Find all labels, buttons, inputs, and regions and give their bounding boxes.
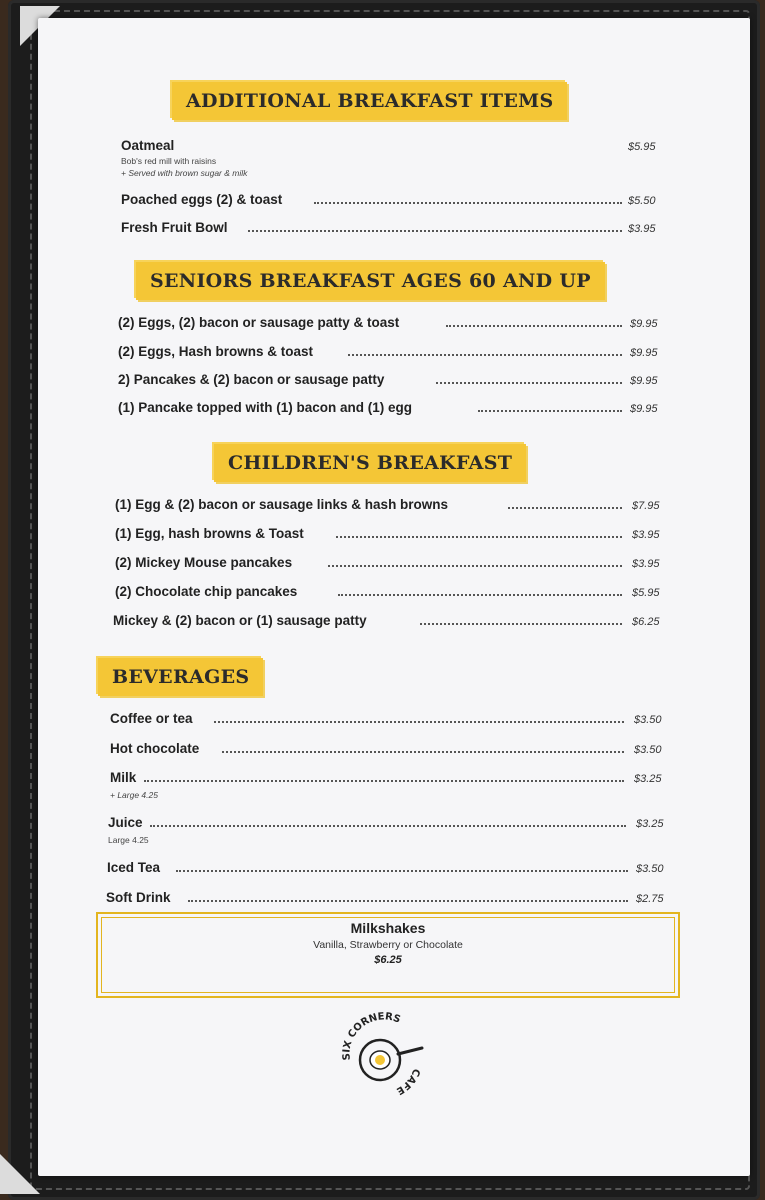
menu-item-beverage (38, 741, 750, 763)
item-name: Oatmeal (121, 138, 175, 153)
menu-item-children (38, 555, 750, 577)
heading-childrens-breakfast: CHILDREN'S BREAKFAST (214, 444, 526, 482)
dot-leader (188, 900, 628, 902)
dot-leader (144, 780, 624, 782)
dot-leader (338, 594, 622, 596)
menu-item-beverage (38, 860, 750, 882)
milkshakes-flavors: Vanilla, Strawberry or Chocolate (313, 939, 463, 951)
heading-additional-breakfast: ADDITIONAL BREAKFAST ITEMS (172, 82, 567, 120)
item-price: $9.95 (630, 375, 658, 387)
item-note: + Served with brown sugar & milk (121, 168, 248, 178)
dot-leader (478, 410, 622, 412)
menu-item-children (38, 584, 750, 606)
menu-item-seniors (38, 344, 750, 366)
item-name: Mickey & (2) bacon or (1) sausage patty (113, 613, 367, 628)
dot-leader (328, 565, 622, 567)
item-name: (1) Egg, hash browns & Toast (115, 526, 304, 541)
item-price: $9.95 (630, 403, 658, 415)
item-price: $3.25 (636, 818, 664, 830)
item-note: Bob's red mill with raisins (121, 156, 217, 166)
item-price: $2.75 (636, 893, 664, 905)
dot-leader (314, 202, 622, 204)
dot-leader (508, 507, 622, 509)
item-name: Iced Tea (107, 860, 161, 875)
item-note: + Large 4.25 (110, 790, 158, 800)
item-price: $3.50 (636, 863, 664, 875)
cafe-logo (336, 1008, 432, 1104)
dot-leader (222, 751, 624, 753)
logo-bottom-text: CAFE (394, 1066, 422, 1097)
item-name: 2) Pancakes & (2) bacon or sausage patty (118, 372, 385, 387)
dot-leader (176, 870, 628, 872)
item-price: $3.50 (634, 744, 662, 756)
item-name: (2) Chocolate chip pancakes (115, 584, 298, 599)
milkshakes-title: Milkshakes (350, 920, 426, 936)
dot-leader (420, 623, 622, 625)
item-name: Hot chocolate (110, 741, 200, 756)
heading-beverages: BEVERAGES (98, 658, 263, 696)
dot-leader (336, 536, 622, 538)
menu-item-children (38, 613, 750, 635)
menu-item-beverage (38, 770, 750, 792)
item-price: $3.50 (634, 714, 662, 726)
frying-pan-egg-icon (336, 1008, 432, 1104)
menu-item-beverage (38, 815, 750, 837)
dot-leader (446, 325, 622, 327)
item-price: $5.95 (632, 587, 660, 599)
menu-item-children (38, 526, 750, 548)
item-name: Coffee or tea (110, 711, 193, 726)
dot-leader (214, 721, 624, 723)
item-note: Large 4.25 (108, 835, 149, 845)
menu-item-seniors (38, 372, 750, 394)
item-name: (1) Pancake topped with (1) bacon and (1) egg (118, 400, 413, 415)
svg-text:SIX CORNERS (341, 1011, 402, 1060)
item-price: $9.95 (630, 347, 658, 359)
item-name: Milk (110, 770, 137, 785)
milkshakes-box (96, 912, 680, 998)
item-price: $7.95 (632, 500, 660, 512)
dot-leader (150, 825, 626, 827)
item-name: Soft Drink (106, 890, 171, 905)
item-price: $9.95 (630, 318, 658, 330)
menu-item-fresh-fruit-bowl (38, 220, 750, 242)
svg-text:CAFE (394, 1067, 421, 1096)
item-price: $3.95 (632, 558, 660, 570)
menu-item-children (38, 497, 750, 519)
milkshakes-price: $6.25 (374, 954, 402, 966)
menu-item-seniors (38, 315, 750, 337)
item-name: (2) Mickey Mouse pancakes (115, 555, 293, 570)
logo-top-text: SIX CORNERS (341, 1011, 402, 1061)
item-price: $3.25 (634, 773, 662, 785)
item-name: Juice (108, 815, 143, 830)
item-price: $5.95 (628, 141, 656, 153)
menu-page (38, 18, 750, 1176)
dot-leader (348, 354, 622, 356)
item-price: $5.50 (628, 195, 656, 207)
menu-item-seniors (38, 400, 750, 422)
item-name: (1) Egg & (2) bacon or sausage links & hash browns (115, 497, 449, 512)
dot-leader (436, 382, 622, 384)
item-price: $6.25 (632, 616, 660, 628)
heading-seniors-breakfast: SENIORS BREAKFAST AGES 60 AND UP (136, 262, 605, 300)
dot-leader (248, 230, 622, 232)
menu-item-beverage (38, 890, 750, 912)
item-name: Poached eggs (2) & toast (121, 192, 283, 207)
item-price: $3.95 (632, 529, 660, 541)
item-name: (2) Eggs, Hash browns & toast (118, 344, 314, 359)
menu-item-beverage (38, 711, 750, 733)
item-name: (2) Eggs, (2) bacon or sausage patty & toast (118, 315, 400, 330)
item-name: Fresh Fruit Bowl (121, 220, 228, 235)
menu-item-poached-eggs (38, 192, 750, 214)
item-price: $3.95 (628, 223, 656, 235)
